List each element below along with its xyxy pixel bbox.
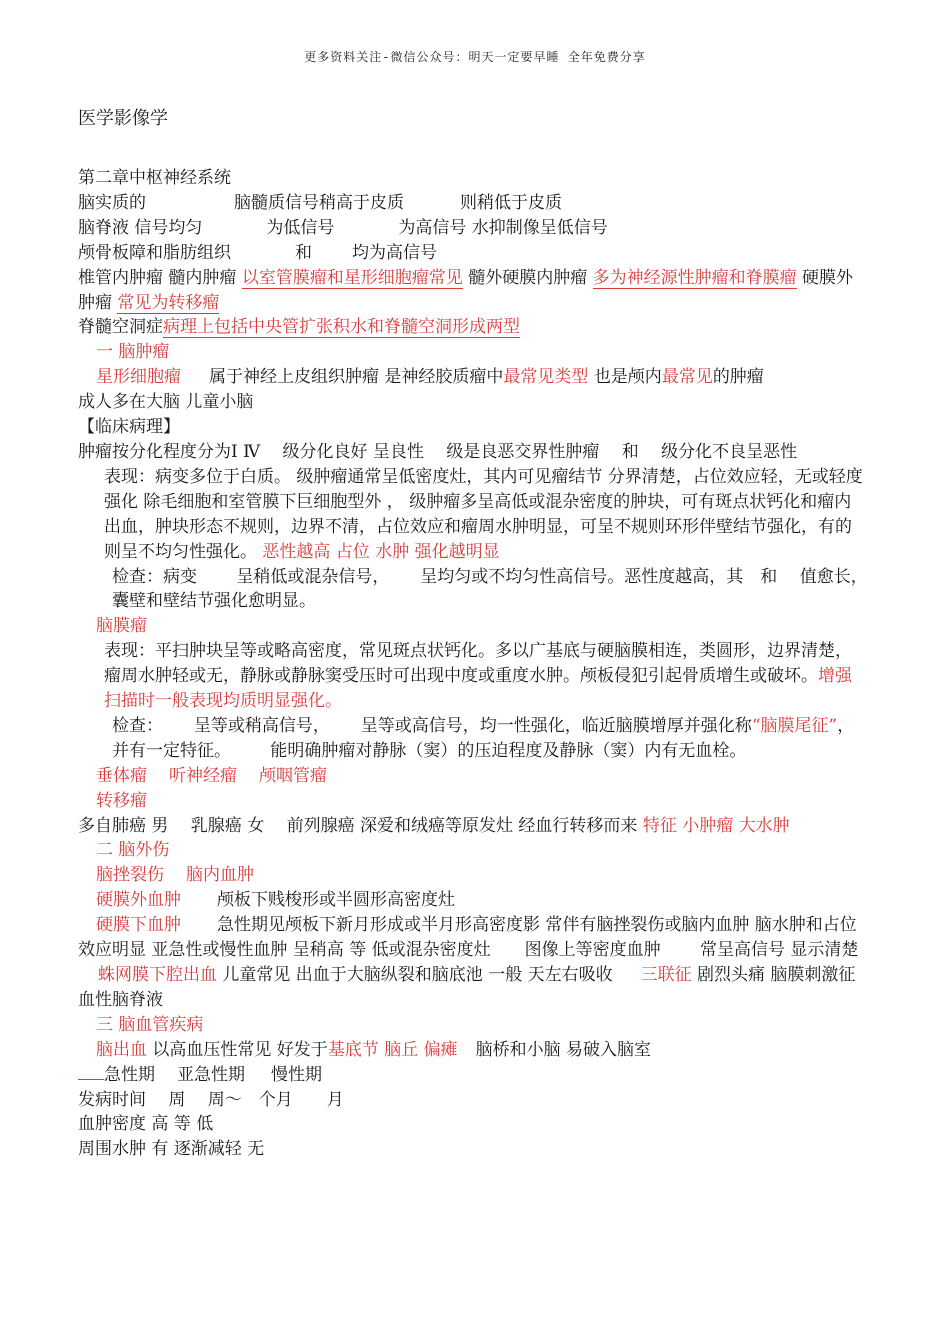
section-cerebrovascular: 三 脑血管疾病 <box>96 1014 204 1035</box>
text: 脑挫裂伤 <box>96 865 164 886</box>
section-brain-tumor: 一 脑肿瘤 <box>96 342 170 363</box>
text: 儿童常见 出血于大脑纵裂和脑底池 一般 天左右吸收 <box>222 965 613 985</box>
hemorrhage-row-edema: 周围水肿 有 逐渐减轻 无 <box>78 1139 265 1160</box>
text: 属于神经上皮组织肿瘤 是神经胶质瘤中 <box>209 367 504 388</box>
text: 均为高信号 <box>352 242 437 263</box>
col-subacute: 亚急性期 <box>177 1064 245 1085</box>
subdural-paragraph <box>78 913 868 1013</box>
text: 多自肺癌 男 乳腺癌 女 前列腺癌 深爱和绒癌等原发灶 经血行转移而来 <box>78 815 638 836</box>
hemorrhage-line <box>78 1038 868 1063</box>
meningioma-mr <box>78 714 868 764</box>
highlight: 以室管膜瘤和星形细胞瘤常见 <box>241 267 463 288</box>
hemorrhage-row-onset: 发病时间 周 周～ 个月 月 <box>78 1089 344 1110</box>
text: 颅板下贱梭形或半圆形高密度灶 <box>217 890 455 911</box>
text: 为高信号 水抑制像呈低信号 <box>398 217 608 238</box>
col-acute: 急性期 <box>104 1064 155 1085</box>
text: 颅咽管瘤 <box>259 765 327 786</box>
metastasis-text <box>78 814 868 839</box>
text: 椎管内肿瘤 髓内肿瘤 <box>78 267 237 288</box>
other-tumors <box>78 764 868 789</box>
highlight: 多为神经源性肿瘤和脊膜瘤 <box>592 267 797 288</box>
text: ，并有一定特征。 能明确肿瘤对静脉（窦）的压迫程度及静脉（窦）内有无血栓。 <box>112 715 855 761</box>
highlight: 三联征 <box>640 965 692 985</box>
hemorrhage-title: 脑出血 <box>96 1039 147 1060</box>
astrocytoma-line <box>78 365 868 390</box>
text: 脊髓空洞症 <box>78 317 163 338</box>
trauma-contusion-line <box>78 863 868 888</box>
line-syringomyelia <box>78 315 868 340</box>
text: 髓外硬膜内肿瘤 <box>468 267 588 288</box>
hemorrhage-row-density: 血肿密度 高 等 低 <box>78 1114 214 1135</box>
text: 硬膜外肿瘤 <box>78 267 854 313</box>
highlight: 增强扫描时一般表现均质明显强化。 <box>104 666 852 712</box>
epidural-line <box>78 888 868 913</box>
text: 的肿瘤 <box>712 367 764 388</box>
astrocytoma-ct <box>78 465 868 565</box>
doc-title: 医学影像学 <box>78 108 168 129</box>
clinical-pathology-heading: 【临床病理】 <box>78 417 180 438</box>
text: 脑髓质信号稍高于皮质 <box>234 192 404 213</box>
text: 表现：平扫肿块呈等或略高密度，常见斑点状钙化。多以广基底与硬脑膜相连，类圆形，边界清楚，瘤周水肿轻或无，静脉或静脉窦受压时可出现中度或重度水肿。颅板侵犯引起骨质增生或破坏。 <box>104 641 852 687</box>
highlight: 基底节 <box>327 1039 379 1060</box>
hemorrhage-table-header <box>78 1063 868 1088</box>
line-bone <box>78 241 868 266</box>
text: 脑实质的 <box>78 192 146 213</box>
text: 检查： 呈等或稍高信号， 呈等或高信号，均一性强化，临近脑膜增厚并强化称 <box>112 715 752 736</box>
page-header: 更多资料关注-微信公众号：明天一定要早睡 全年免费分享 <box>304 50 646 64</box>
line-csf <box>78 216 868 241</box>
text: 和 <box>295 242 312 263</box>
subdural-title: 硬膜下血肿 <box>96 915 181 936</box>
highlight: 恶性越高 占位 水肿 强化越明显 <box>262 541 500 562</box>
text: 则稍低于皮质 <box>460 192 562 213</box>
highlight: 病理上包括中央管扩张积水和脊髓空洞形成两型 <box>163 317 520 338</box>
highlight: 脑丘 <box>384 1039 419 1060</box>
highlight: 常见为转移瘤 <box>117 292 220 313</box>
text: 剧烈头痛 脑膜刺激征 血性脑脊液 <box>78 965 856 1010</box>
highlight: 最常见类型 <box>503 367 589 388</box>
metastasis-title: 转移瘤 <box>96 790 147 811</box>
section-brain-trauma: 二 脑外伤 <box>96 840 170 861</box>
line-spinal-tumors <box>78 266 868 316</box>
col-chronic: 慢性期 <box>271 1064 322 1085</box>
text: 为低信号 <box>266 217 335 238</box>
text: 颅骨板障和脂肪组织 <box>78 242 231 263</box>
highlight: 偏瘫 <box>423 1039 458 1060</box>
line-parenchyma <box>78 191 868 216</box>
text: 以高血压性常见 好发于 <box>152 1039 328 1060</box>
text: 听神经瘤 <box>169 765 237 786</box>
text: 急性期见颅板下新月形成或半月形高密度影 常伴有脑挫裂伤或脑内血肿 脑水肿和占位效应明显 亚急性或慢性血肿 呈稍高 等 低或混杂密度灶 图像上等密度血肿 常呈高信号 显示清楚 <box>78 915 859 961</box>
astrocytoma-location: 成人多在大脑 儿童小脑 <box>78 392 254 413</box>
text: 表现：病变多位于白质。 级肿瘤通常呈低密度灶，其内可见瘤结节 分界清楚，占位效应轻，无或轻度强化 除毛细胞和室管膜下巨细胞型外 ， 级肿瘤多呈高低或混杂密度的肿块，可有斑点状钙化和瘤内出血，肿块形态不规则，边界不清，占位效应和瘤周水肿明显，可呈不规则环形伴壁结节强化，有的则呈不均匀性强化。 <box>104 466 863 562</box>
text: 脑脊液 信号均匀 <box>78 217 203 238</box>
epidural-title: 硬膜外血肿 <box>96 890 181 911</box>
sah-title: 蛛网膜下腔出血 <box>98 965 217 985</box>
document-body <box>78 166 868 1162</box>
meningioma-ct <box>78 639 868 714</box>
astrocytoma-grading: 肿瘤按分化程度分为Ⅰ Ⅳ 级分化良好 呈良性 级是良恶交界性肿瘤 和 级分化不良呈恶性 <box>78 441 798 462</box>
highlight: 最常见 <box>661 367 713 388</box>
text: 脑内血肿 <box>186 865 254 886</box>
text: 也是颅内 <box>593 367 662 388</box>
highlight: “脑膜尾征” <box>751 715 838 736</box>
highlight: 特征 小肿瘤 大水肿 <box>642 815 790 836</box>
text: 垂体瘤 <box>96 765 147 786</box>
chapter-title: 第二章中枢神经系统 <box>78 168 231 188</box>
text: 脑桥和小脑 易破入脑室 <box>475 1039 652 1060</box>
astrocytoma-title: 星形细胞瘤 <box>96 367 181 388</box>
meningioma-title: 脑膜瘤 <box>96 616 147 637</box>
astrocytoma-mr: 检查：病变 呈稍低或混杂信号， 呈均匀或不均匀性高信号。恶性度越高，其 和 值愈长，囊壁和壁结节强化愈明显。 <box>112 566 868 612</box>
